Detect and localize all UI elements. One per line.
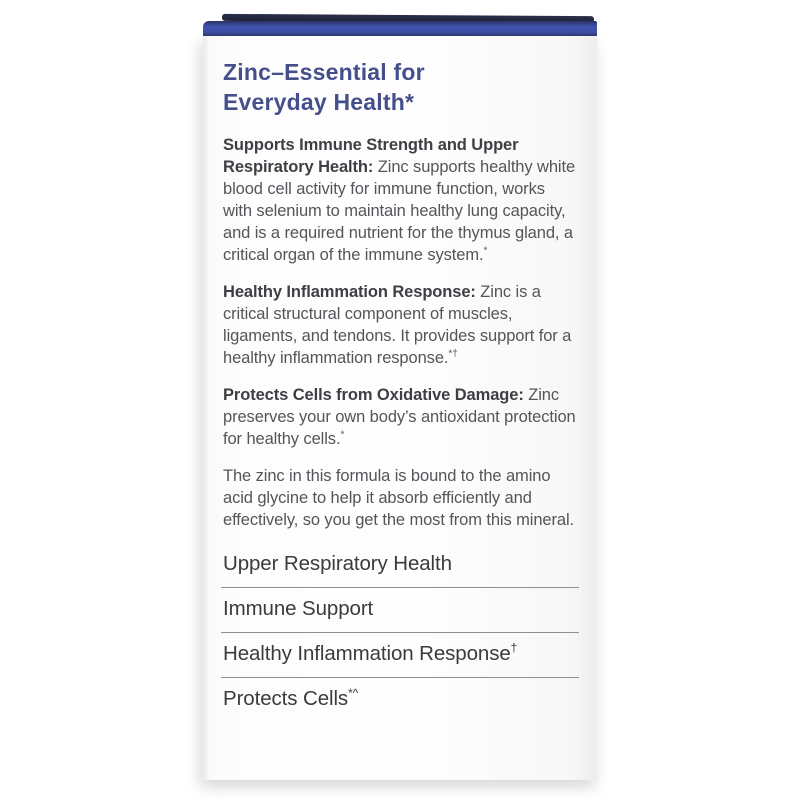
box-front-panel: [203, 36, 597, 780]
benefit-label: Healthy Inflammation Response: [223, 642, 511, 665]
benefit-row-upper-respiratory: [221, 543, 579, 588]
paragraph-text: Zinc preserves your own body’s antioxidant protection for healthy cells.: [223, 386, 576, 448]
benefit-row-immune-support: [221, 588, 579, 633]
paragraph-protects-cells: [223, 384, 577, 450]
panel-title: Zinc–Essential for Everyday Health*: [223, 59, 425, 115]
paragraph-lead: Healthy Inflammation Response:: [223, 283, 476, 301]
benefit-label: Upper Respiratory Health: [223, 552, 452, 575]
supplement-box: [203, 14, 597, 780]
benefit-label: Immune Support: [223, 597, 374, 620]
box-blue-top-band: [203, 21, 597, 37]
paragraph-lead: Protects Cells from Oxidative Damage:: [223, 386, 524, 404]
paragraph-text: Zinc is a critical structural component of muscles, ligaments, and tendons. It provides support for a healthy inflammation response.: [223, 283, 572, 367]
paragraph-immune-strength: [223, 134, 577, 266]
benefit-row-protects-cells: [221, 678, 579, 722]
benefit-list: [221, 543, 579, 722]
paragraph-lead: Supports Immune Strength and Upper Respiratory Health:: [223, 136, 519, 176]
footnote-marker: *: [483, 245, 488, 257]
paragraph-inflammation: [223, 281, 577, 369]
footnote-marker: *†: [448, 348, 458, 360]
paragraph-glycine-absorption: [223, 465, 577, 531]
benefit-row-inflammation-response: [221, 633, 579, 678]
footnote-marker: *^: [348, 686, 359, 701]
paragraph-text: The zinc in this formula is bound to the amino acid glycine to help it absorb efficiently and effectively, so you get the most from this mineral.: [223, 467, 575, 529]
footnote-marker: *: [340, 429, 345, 441]
benefit-label: Protects Cells: [223, 687, 349, 710]
paragraph-text: Zinc supports healthy white blood cell activity for immune function, works with selenium to maintain healthy lung capacity, and is a required nutrient for the thymus gland, a critical organ of the immune system.: [223, 158, 576, 264]
footnote-marker: †: [510, 641, 518, 656]
